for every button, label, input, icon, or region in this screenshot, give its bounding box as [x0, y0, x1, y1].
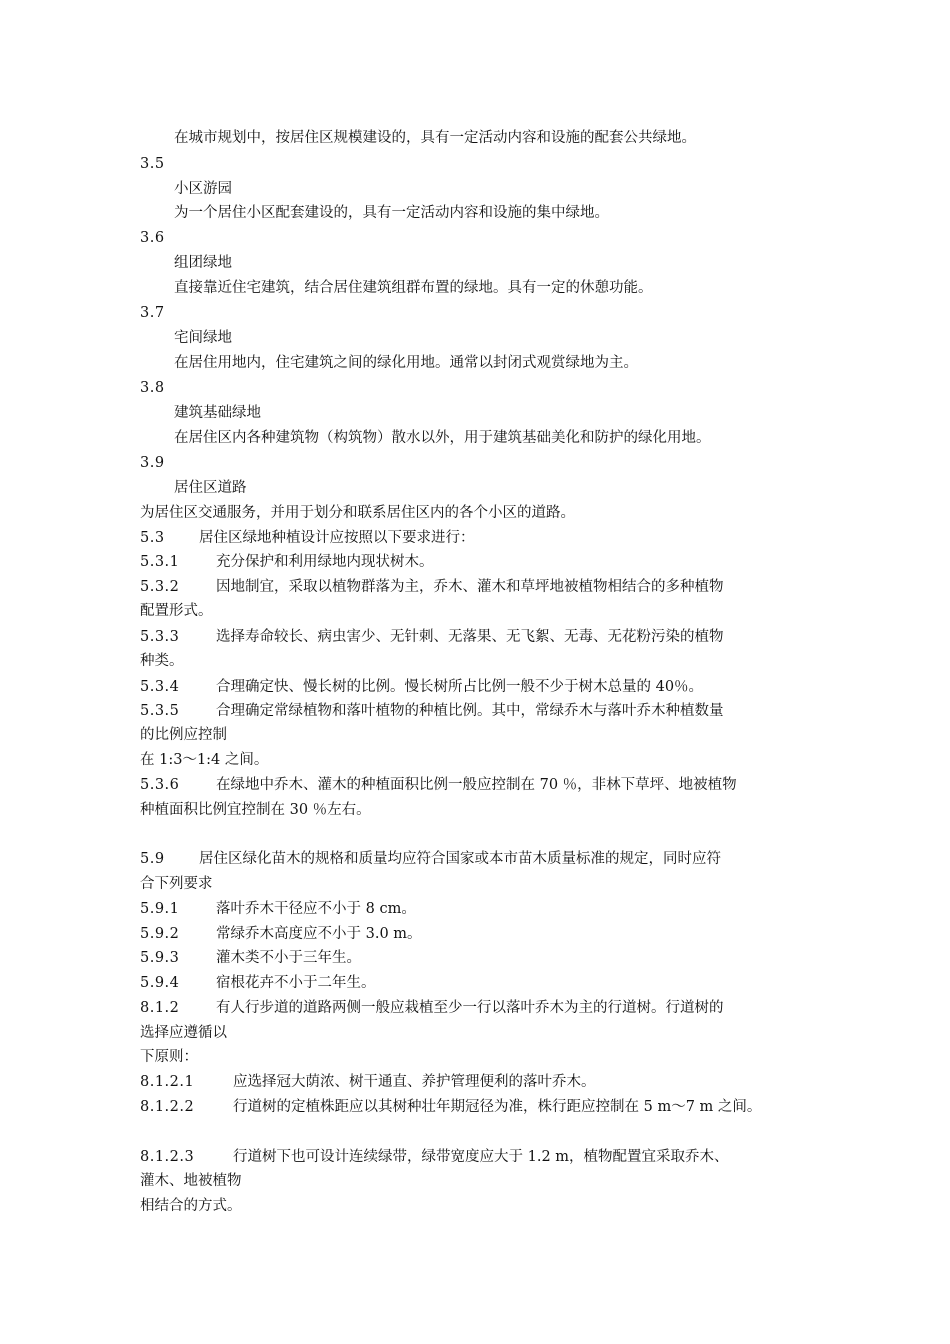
clause-text: 选择寿命较长、病虫害少、无针刺、无落果、无飞絮、无毒、无花粉污染的植物: [216, 629, 724, 645]
clause-continuation: 的比例应控制: [140, 727, 227, 743]
term-heading: 居住区道路: [174, 480, 247, 496]
clause-number: 5.3.2: [140, 579, 180, 595]
clause-number: 8.1.2: [140, 1000, 180, 1016]
clause-continuation: 合下列要求: [140, 876, 213, 892]
clause-text: 常绿乔木高度应不小于 3.0 m。: [216, 926, 422, 942]
clause-number: 5.9.4: [140, 975, 180, 991]
clause-number: 5.3.5: [140, 703, 180, 719]
clause-number: 5.3.4: [140, 679, 180, 695]
clause-continuation: 种类。: [140, 653, 184, 669]
clause-continuation: 下原则：: [140, 1049, 198, 1065]
section-number: 3.8: [140, 380, 165, 396]
clause-text: 灌木类不小于三年生。: [216, 950, 361, 966]
clause-number: 8.1.2.1: [140, 1074, 195, 1090]
clause-continuation: 在 1:3～1:4 之间。: [140, 752, 269, 768]
term-heading: 小区游园: [174, 181, 232, 197]
section-number: 3.7: [140, 305, 165, 321]
clause-number: 5.3.3: [140, 629, 180, 645]
definition-text: 在居住用地内，住宅建筑之间的绿化用地。通常以封闭式观赏绿地为主。: [174, 355, 638, 371]
clause-text: 宿根花卉不小于二年生。: [216, 975, 376, 991]
clause-continuation: 灌木、地被植物: [140, 1173, 242, 1189]
clause-text: 充分保护和利用绿地内现状树木。: [216, 554, 434, 570]
clause-number: 5.3.6: [140, 777, 180, 793]
clause-number: 5.3: [140, 530, 165, 546]
section-number: 3.9: [140, 455, 165, 471]
clause-number: 5.3.1: [140, 554, 180, 570]
clause-text: 有人行步道的道路两侧一般应栽植至少一行以落叶乔木为主的行道树。行道树的: [216, 1000, 724, 1016]
clause-number: 8.1.2.2: [140, 1099, 195, 1115]
term-heading: 组团绿地: [174, 255, 232, 271]
clause-continuation: 配置形式。: [140, 603, 213, 619]
clause-text: 行道树下也可设计连续绿带，绿带宽度应大于 1.2 m，植物配置宜采取乔木、: [233, 1149, 729, 1165]
clause-text: 居住区绿地种植设计应按照以下要求进行：: [199, 530, 475, 546]
clause-text: 合理确定常绿植物和落叶植物的种植比例。其中，常绿乔木与落叶乔木种植数量: [216, 703, 724, 719]
definition-text: 在居住区内各种建筑物（构筑物）散水以外，用于建筑基础美化和防护的绿化用地。: [174, 430, 711, 446]
definition-text: 为居住区交通服务，并用于划分和联系居住区内的各个小区的道路。: [140, 505, 575, 521]
clause-number: 5.9.2: [140, 926, 180, 942]
clause-text: 落叶乔木干径应不小于 8 cm。: [216, 901, 416, 917]
definition-text: 为一个居住小区配套建设的，具有一定活动内容和设施的集中绿地。: [174, 205, 609, 221]
clause-text: 合理确定快、慢长树的比例。慢长树所占比例一般不少于树木总量的 40％。: [216, 679, 704, 695]
clause-number: 5.9.3: [140, 950, 180, 966]
clause-text: 行道树的定植株距应以其树种壮年期冠径为准，株行距应控制在 5 m～7 m 之间。: [233, 1099, 762, 1115]
clause-number: 8.1.2.3: [140, 1149, 195, 1165]
clause-number: 5.9: [140, 851, 165, 867]
clause-continuation: 种植面积比例宜控制在 30 ％左右。: [140, 802, 371, 818]
clause-text: 因地制宜，采取以植物群落为主，乔木、灌木和草坪地被植物相结合的多种植物: [216, 579, 724, 595]
clause-number: 5.9.1: [140, 901, 180, 917]
section-number: 3.6: [140, 230, 165, 246]
term-heading: 宅间绿地: [174, 330, 232, 346]
clause-continuation: 选择应遵循以: [140, 1025, 227, 1041]
clause-text: 在绿地中乔木、灌木的种植面积比例一般应控制在 70 ％，非林下草坪、地被植物: [216, 777, 737, 793]
definition-text: 在城市规划中，按居住区规模建设的，具有一定活动内容和设施的配套公共绿地。: [174, 130, 696, 146]
clause-continuation: 相结合的方式。: [140, 1198, 242, 1214]
term-heading: 建筑基础绿地: [174, 405, 261, 421]
section-number: 3.5: [140, 156, 165, 172]
clause-text: 居住区绿化苗木的规格和质量均应符合国家或本市苗木质量标准的规定，同时应符: [199, 851, 721, 867]
clause-text: 应选择冠大荫浓、树干通直、养护管理便利的落叶乔木。: [233, 1074, 596, 1090]
definition-text: 直接靠近住宅建筑，结合居住建筑组群布置的绿地。具有一定的休憩功能。: [174, 280, 653, 296]
